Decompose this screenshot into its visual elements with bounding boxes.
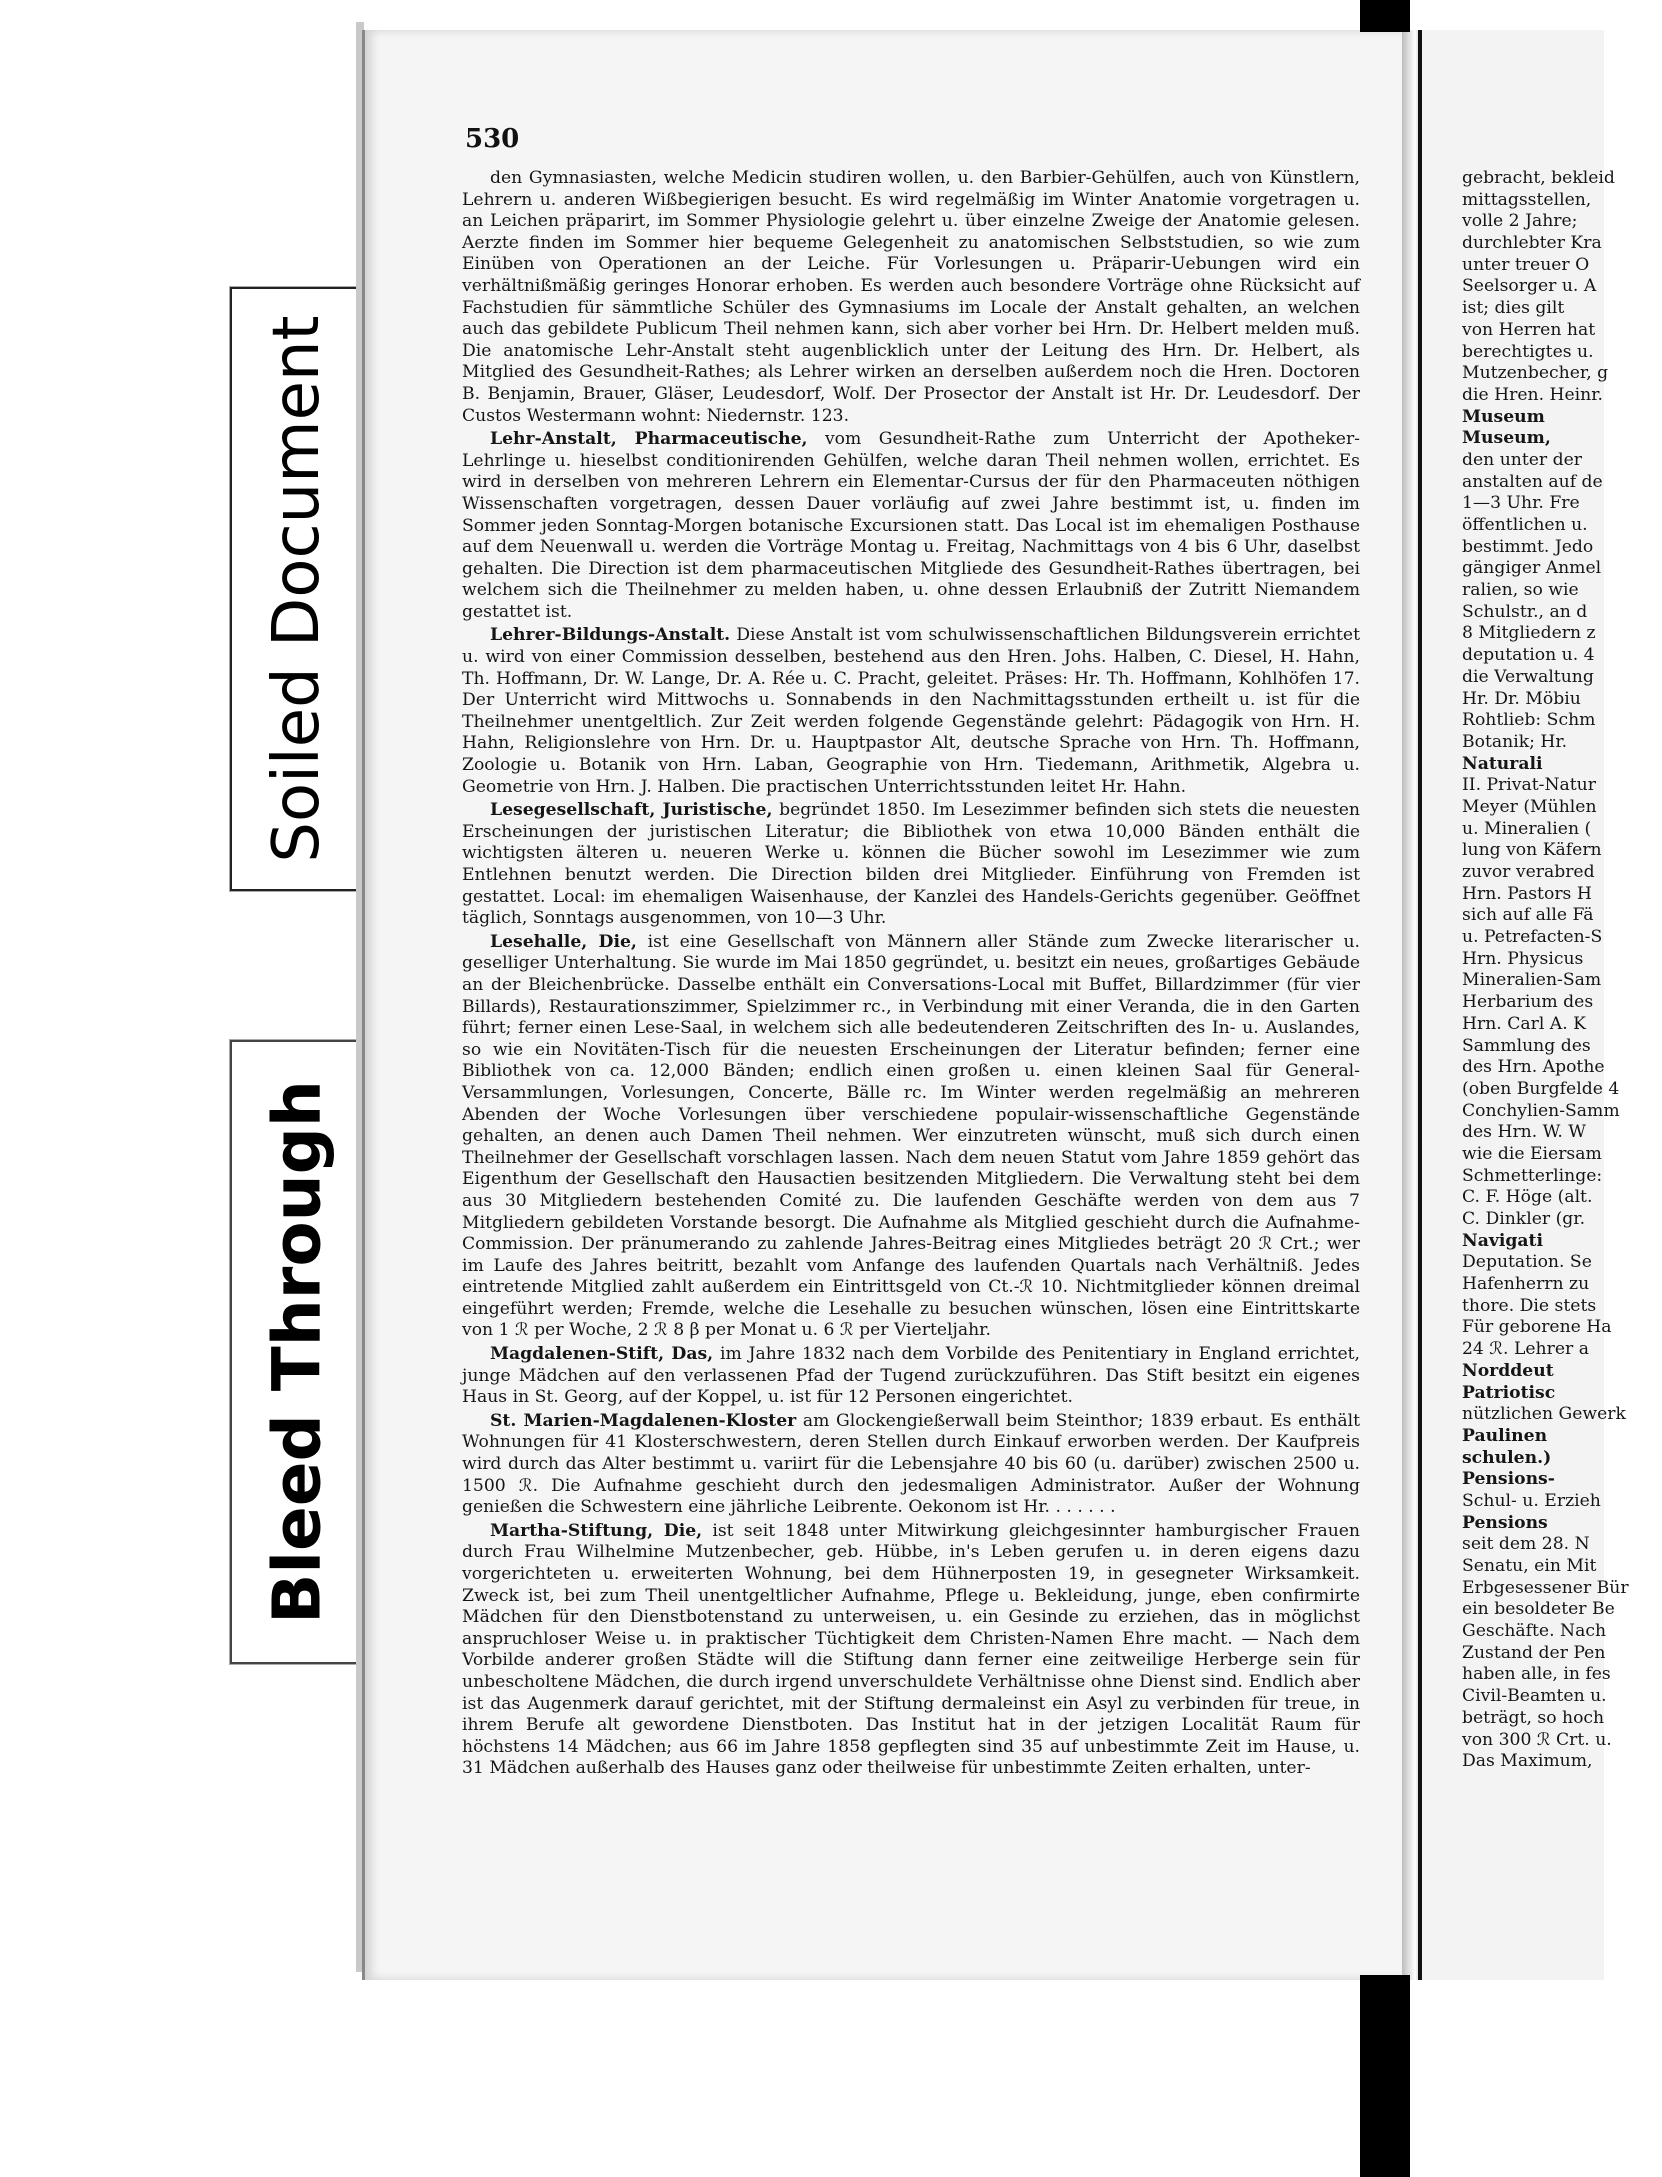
- right-column-line: nützlichen Gewerk: [1462, 1404, 1626, 1425]
- right-column-line: Hrn. Physicus: [1462, 948, 1584, 969]
- right-column-line: seit dem 28. N: [1462, 1534, 1590, 1555]
- right-column-line: schulen.): [1462, 1447, 1552, 1468]
- bleed-through-text: Bleed Through: [258, 1080, 336, 1624]
- right-column-line: von 300 ℛ Crt. u.: [1462, 1729, 1612, 1750]
- soiled-document-label: [230, 287, 364, 891]
- right-column-line: die Hren. Heinr.: [1462, 384, 1604, 405]
- right-column-line: Botanik; Hr.: [1462, 731, 1568, 752]
- right-column-line: Conchylien-Samm: [1462, 1100, 1620, 1121]
- paragraph: [462, 800, 1360, 930]
- right-column-line: 8 Mitgliedern z: [1462, 623, 1596, 644]
- entry-text: vom Gesundheit-Rathe zum Unterricht der Apotheker-Lehrlinge u. hieselbst conditionirenden Gehülfen, welche daran Theil nehmen wollen, errichtet. Es wird in derselben von mehreren Lehrern ein Elementar-Cursus der für den Pharmaceuten nöthigen Wissenschaften vorgetragen, dessen Dauer vorläufig auf zwei Jahre bestimmt ist, u. finden im Sommer jeden Sonntag-Morgen botanische Excursionen statt. Das Local ist im ehemaligen Posthause auf dem Neuenwall u. werden die Vorträge Montag u. Freitag, Nachmittags von 4 bis 6 Uhr, daselbst gehalten. Die Direction ist dem pharmaceutischen Mitgliede des Gesundheit-Rathes übertragen, bei welchem sich die Theilnehmer zu melden haben, u. ohne dessen Erlaubniß der Zutritt Niemandem gestattet ist.: [462, 429, 1360, 622]
- right-column-line: u. Petrefacten-S: [1462, 927, 1603, 948]
- right-column-line: (oben Burgfelde 4: [1462, 1078, 1620, 1099]
- right-column-line: Für geborene Ha: [1462, 1317, 1612, 1338]
- right-column-line: ralien, so wie: [1462, 580, 1579, 601]
- right-column-line: den unter der: [1462, 449, 1582, 470]
- right-column-line: öffentlichen u.: [1462, 515, 1588, 535]
- right-column-line: Schul- u. Erzieh: [1462, 1490, 1601, 1511]
- paragraph: [462, 1344, 1360, 1409]
- right-column-line: Norddeut: [1462, 1360, 1554, 1381]
- paragraph: [462, 932, 1360, 1342]
- right-column-line: gebracht, bekleid: [1462, 168, 1615, 188]
- right-column-line: ein besoldeter Be: [1462, 1599, 1615, 1620]
- bleed-through-label: [230, 1040, 364, 1664]
- right-column-line: Navigati: [1462, 1230, 1543, 1251]
- entry-heading: Lehr-Anstalt, Pharmaceutische,: [490, 429, 808, 450]
- right-column-line: deputation u. 4: [1462, 645, 1595, 666]
- right-column-line: haben alle, in fes: [1462, 1664, 1611, 1685]
- right-column-line: Meyer (Mühlen: [1462, 796, 1597, 817]
- entry-heading: St. Marien-Magdalenen-Kloster: [490, 1410, 797, 1431]
- right-column-line: bestimmt. Jedo: [1462, 536, 1594, 557]
- entry-heading: Lesegesellschaft, Juristische,: [490, 800, 773, 821]
- right-column-line: volle 2 Jahre;: [1462, 211, 1578, 232]
- right-column-line: Hr. Dr. Möbiu: [1462, 688, 1581, 709]
- right-column-line: von Herren hat: [1462, 319, 1596, 340]
- right-column-line: gängiger Anmel: [1462, 558, 1602, 579]
- paragraph: [462, 625, 1360, 798]
- right-column-line: Mutzenbecher, g: [1462, 363, 1609, 384]
- right-column-line: Rohtlieb: Schm: [1462, 710, 1596, 731]
- right-column-line: unter treuer O: [1462, 254, 1590, 275]
- right-column-line: Museum: [1462, 406, 1545, 427]
- right-column-line: Paulinen: [1462, 1425, 1548, 1446]
- entry-heading: Magdalenen-Stift, Das,: [490, 1344, 714, 1365]
- entry-text: ist eine Gesellschaft von Männern aller Stände zum Zwecke literarischer u. geselliger Unterhaltung. Sie wurde im Mai 1850 gegründet, u. besitzt ein neues, großartiges Gebäude an der Bleichenbrücke. Dasselbe enthält ein Conversations-Local mit Buffet, Billardzimmer (für vier Billards), Restaurationszimmer, Spielzimmer rc., in Verbindung mit einer Veranda, die in den Garten führt; ferner einen Lese-Saal, in welchem sich alle bedeutenderen Zeitschriften des In- u. Auslandes, so wie ein Novitäten-Tisch für die neuesten Erscheinungen der Literatur befinden; ferner eine Bibliothek von ca. 12,000 Bänden; endlich einen großen u. einen kleinen Saal für General-Versammlungen, Vorlesungen, Concerte, Bälle rc. Im Winter werden regelmäßig an mehreren Abenden der Woche Vorlesungen über verschiedene populair-wissenschaftliche Gegenstände gehalten, an denen auch Damen Theil nehmen. Wer einzutreten wünscht, muß sich durch einen Theilnehmer der Gesellschaft vorschlagen lassen. Nach dem neuen Statut vom Jahre 1859 gehört das Eigenthum der Gesellschaft den Hausactien besitzenden Mitgliedern. Die Verwaltung steht bei dem aus 30 Mitgliedern bestehenden Comité zu. Die laufenden Geschäfte werden von dem aus 7 Mitgliedern gebildeten Vorstande besorgt. Die Aufnahme als Mitglied geschieht durch die Aufnahme-Commission. Der pränumerando zu zahlende Jahres-Beitrag eines Mitgliedes beträgt 20 ℛ Crt.; wer im Laufe des Jahres beitritt, bezahlt vom Anfange des laufenden Quartals nach Verhältniß. Jedes eintretende Mitglied zahlt außerdem ein Eintrittsgeld von Ct.-ℛ 10. Nichtmitglieder können dreimal eingeführt werden; Fremde, welche die Lesehalle zu besuchen wünschen, lösen eine Eintrittskarte von 1 ℛ per Woche, 2 ℛ 8 β per Monat u. 6 ℛ per Vierteljahr.: [462, 931, 1360, 1341]
- entry-text: den Gymnasiasten, welche Medicin studiren wollen, u. den Barbier-Gehülfen, auch von Künstlern, Lehrern u. anderen Wißbegierigen besucht. Es wird regelmäßig im Winter Anatomie vorgetragen u. an Leichen präparirt, im Sommer Physiologie gelehrt u. über einzelne Zweige der Anatomie gelesen. Aerzte finden im Sommer hier bequeme Gelegenheit zu anatomischen Selbststudien, so wie zum Einüben von Operationen an der Leiche. Für Vorlesungen u. Präparir-Uebungen wird ein verhältnißmäßig geringes Honorar erhoben. Es werden auch besondere Vorträge ohne Rücksicht auf Fachstudien für sämmtliche Schüler des Gymnasiums im Locale der Anstalt gehalten, an welchen auch das gebildete Publicum Theil nehmen kann, sich aber vorher bei Hrn. Dr. Helbert melden muß. Die anatomische Lehr-Anstalt steht augenblicklich unter der Leitung des Hrn. Dr. Helbert, als Mitglied des Gesundheit-Rathes; als Lehrer wirken an derselben außerdem noch die Hren. Doctoren B. Benjamin, Brauer, Gläser, Leudesdorf, Wolf. Der Prosector der Anstalt ist Hr. Dr. Leudesdorf. Der Custos Westermann wohnt: Niedernstr. 123.: [462, 168, 1360, 426]
- right-column-line: lung von Käfern: [1462, 840, 1602, 861]
- right-column-line: Herbarium des: [1462, 992, 1594, 1013]
- right-column-line: Naturali: [1462, 753, 1543, 774]
- right-column-line: 24 ℛ. Lehrer a: [1462, 1339, 1589, 1360]
- right-column-line: mittagsstellen,: [1462, 189, 1592, 210]
- entry-text: begründet 1850. Im Lesezimmer befinden sich stets die neuesten Erscheinungen der juristischen Literatur; die Bibliothek von etwa 10,000 Bänden enthält die wichtigsten älteren u. neueren Werke u. können die Bücher sowohl im Lesezimmer wie zum Entlehnen benutzt werden. Die Direction bilden drei Mitglieder. Einführung von Fremden ist gestattet. Local: im ehemaligen Waisenhause, der Kanzlei des Handels-Gerichts gegenüber. Geöffnet täglich, Sonntags ausgenommen, von 10—3 Uhr.: [462, 800, 1360, 929]
- right-column-line: Das Maximum,: [1462, 1751, 1593, 1772]
- right-column-line: C. F. Höge (alt.: [1462, 1187, 1593, 1208]
- right-column-line: Senatu, ein Mit: [1462, 1556, 1597, 1576]
- right-column-line: Seelsorger u. A: [1462, 276, 1597, 297]
- entry-text: Diese Anstalt ist vom schulwissenschaftlichen Bildungsverein errichtet u. wird von einer Commission desselben, bestehend aus den Hren. Johs. Halben, C. Diesel, H. Hahn, Th. Hoffmann, Dr. W. Lange, Dr. A. Rée u. C. Pracht, geleitet. Präses: Hr. Th. Hoffmann, Kohlhöfen 17. Der Unterricht wird Mittwochs u. Sonnabends in den Nachmittagsstunden ertheilt u. ist für die Theilnehmer unentgeltlich. Zur Zeit werden folgende Gegenstände gelehrt: Pädagogik von Hrn. H. Hahn, Religionslehre von Hrn. Dr. u. Hauptpastor Alt, deutsche Sprache von Hrn. Th. Hoffmann, Zoologie u. Botanik von Hrn. Laban, Geographie von Hrn. Tiedemann, Arithmetik, Algebra u. Geometrie von Hrn. J. Halben. Die practischen Unterrichtsstunden leitet Hr. Hahn.: [462, 625, 1360, 797]
- right-column-line: Geschäfte. Nach: [1462, 1621, 1607, 1642]
- right-column-line: Pensions: [1462, 1512, 1548, 1533]
- right-column-line: Civil-Beamten u.: [1462, 1686, 1607, 1707]
- bottom-margin: [362, 1980, 1402, 2177]
- right-column-line: berechtigtes u.: [1462, 341, 1594, 362]
- right-column-line: beträgt, so hoch: [1462, 1707, 1605, 1728]
- right-column-line: Sammlung des: [1462, 1035, 1591, 1056]
- entry-heading: Lesehalle, Die,: [490, 931, 637, 952]
- right-column-line: u. Mineralien (: [1462, 818, 1592, 839]
- right-column-line: anstalten auf de: [1462, 471, 1603, 492]
- paragraph: [462, 168, 1360, 427]
- entry-text: im Jahre 1832 nach dem Vorbilde des Penitentiary in England errichtet, junge Mädchen auf den verlassenen Pfad der Tugend zurückzuführen. Das Stift besitzt ein eigenes Haus in St. Georg, auf der Koppel, u. ist für 12 Personen eingerichtet.: [462, 1344, 1360, 1408]
- right-column-line: Hrn. Carl A. K: [1462, 1013, 1586, 1034]
- page-number: 530: [465, 124, 520, 154]
- right-column-line: ist; dies gilt: [1462, 298, 1565, 319]
- soiled-document-text: Soiled Document: [260, 315, 334, 863]
- right-column-line: Zustand der Pen: [1462, 1642, 1606, 1663]
- paragraph: [462, 1411, 1360, 1519]
- paragraph: [462, 1521, 1360, 1780]
- right-column-line: Hafenherrn zu: [1462, 1274, 1590, 1295]
- entry-text: ist seit 1848 unter Mitwirkung gleichgesinnter hamburgischer Frauen durch Frau Wilhelmine Mutzenbecher, geb. Hübbe, in's Leben gerufen u. in deren eigens dazu vorgerichteten u. erweiterten Wohnung, bei dem Hühnerposten 19, in gesegneter Wirksamkeit. Zweck ist, bei zum Theil unentgeltlicher Aufnahme, Pflege u. Bekleidung, junge, eben confirmirte Mädchen für den Dienstbotenstand zu unterweisen, u. ein Gesinde zu erziehen, das in möglichst anspruchloser Weise u. in praktischer Tüchtigkeit dem Christen-Namen Ehre macht. — Nach dem Vorbilde anderer großen Städte will die Stiftung dann ferner eine zeitweilige Herberge sein für unbescholtene Mädchen, die durch irgend unverschuldete Verhältnisse ohne Dienst sind. Endlich aber ist das Augenmerk darauf gerichtet, mit der Stiftung dermaleinst ein Asyl zu verbinden für treue, in ihrem Berufe alt gewordene Dienstboten. Das Institut hat in der jetzigen Localität Raum für höchstens 14 Mädchen; aus 66 im Jahre 1858 gepflegten sind 35 auf unbestimmte Zeit im Hause, u. 31 Mädchen außerhalb des Hauses ganz oder theilweise für unbestimmte Zeiten erhalten, unter-: [462, 1520, 1361, 1779]
- right-column-line: wie die Eiersam: [1462, 1143, 1602, 1164]
- right-column-line: Deputation. Se: [1462, 1252, 1592, 1273]
- entry-heading: Lehrer-Bildungs-Anstalt.: [490, 625, 731, 646]
- page-body-text: [462, 168, 1360, 1782]
- right-column-line: sich auf alle Fä: [1462, 905, 1594, 926]
- right-column-line: Museum,: [1462, 428, 1551, 449]
- right-column-line: Hrn. Pastors H: [1462, 883, 1592, 904]
- right-column-line: Mineralien-Sam: [1462, 970, 1602, 991]
- right-column-line: Patriotisc: [1462, 1382, 1556, 1403]
- right-column-line: des Hrn. W. W: [1462, 1122, 1586, 1143]
- right-column-line: des Hrn. Apothe: [1462, 1057, 1605, 1078]
- right-column-line: Erbgesessener Bür: [1462, 1577, 1629, 1598]
- right-column-line: Schulstr., an d: [1462, 601, 1588, 622]
- right-column-line: 1—3 Uhr. Fre: [1462, 493, 1580, 514]
- entry-text: am Glockengießerwall beim Steinthor; 1839 erbaut. Es enthält Wohnungen für 41 Klosterschwestern, deren Stellen durch Einkauf erworben werden. Der Kaufpreis wird durch das Alter bestimmt u. variirt für die Lebensjahre 40 bis 60 (u. darüber) zwischen 2500 u. 1500 ℛ. Die Aufnahme geschieht durch den jedesmaligen Administrator. Außer der Wohnung genießen die Schwestern eine jährliche Leibrente. Oekonom ist Hr. . . . . . .: [462, 1410, 1361, 1518]
- black-tab-top: [1360, 0, 1410, 32]
- right-page-text: [1462, 168, 1662, 1773]
- paragraph: [462, 429, 1360, 623]
- right-column-line: die Verwaltung: [1462, 666, 1594, 687]
- right-column-line: II. Privat-Natur: [1462, 775, 1596, 796]
- black-tab-bottom: [1360, 1975, 1410, 2177]
- right-column-line: durchlebter Kra: [1462, 233, 1602, 254]
- right-column-line: thore. Die stets: [1462, 1295, 1597, 1316]
- entry-heading: Martha-Stiftung, Die,: [490, 1520, 703, 1541]
- right-column-line: Schmetterlinge:: [1462, 1165, 1603, 1186]
- right-column-line: Pensions-: [1462, 1469, 1555, 1490]
- right-column-line: zuvor verabred: [1462, 862, 1595, 882]
- right-column-line: C. Dinkler (gr.: [1462, 1209, 1586, 1229]
